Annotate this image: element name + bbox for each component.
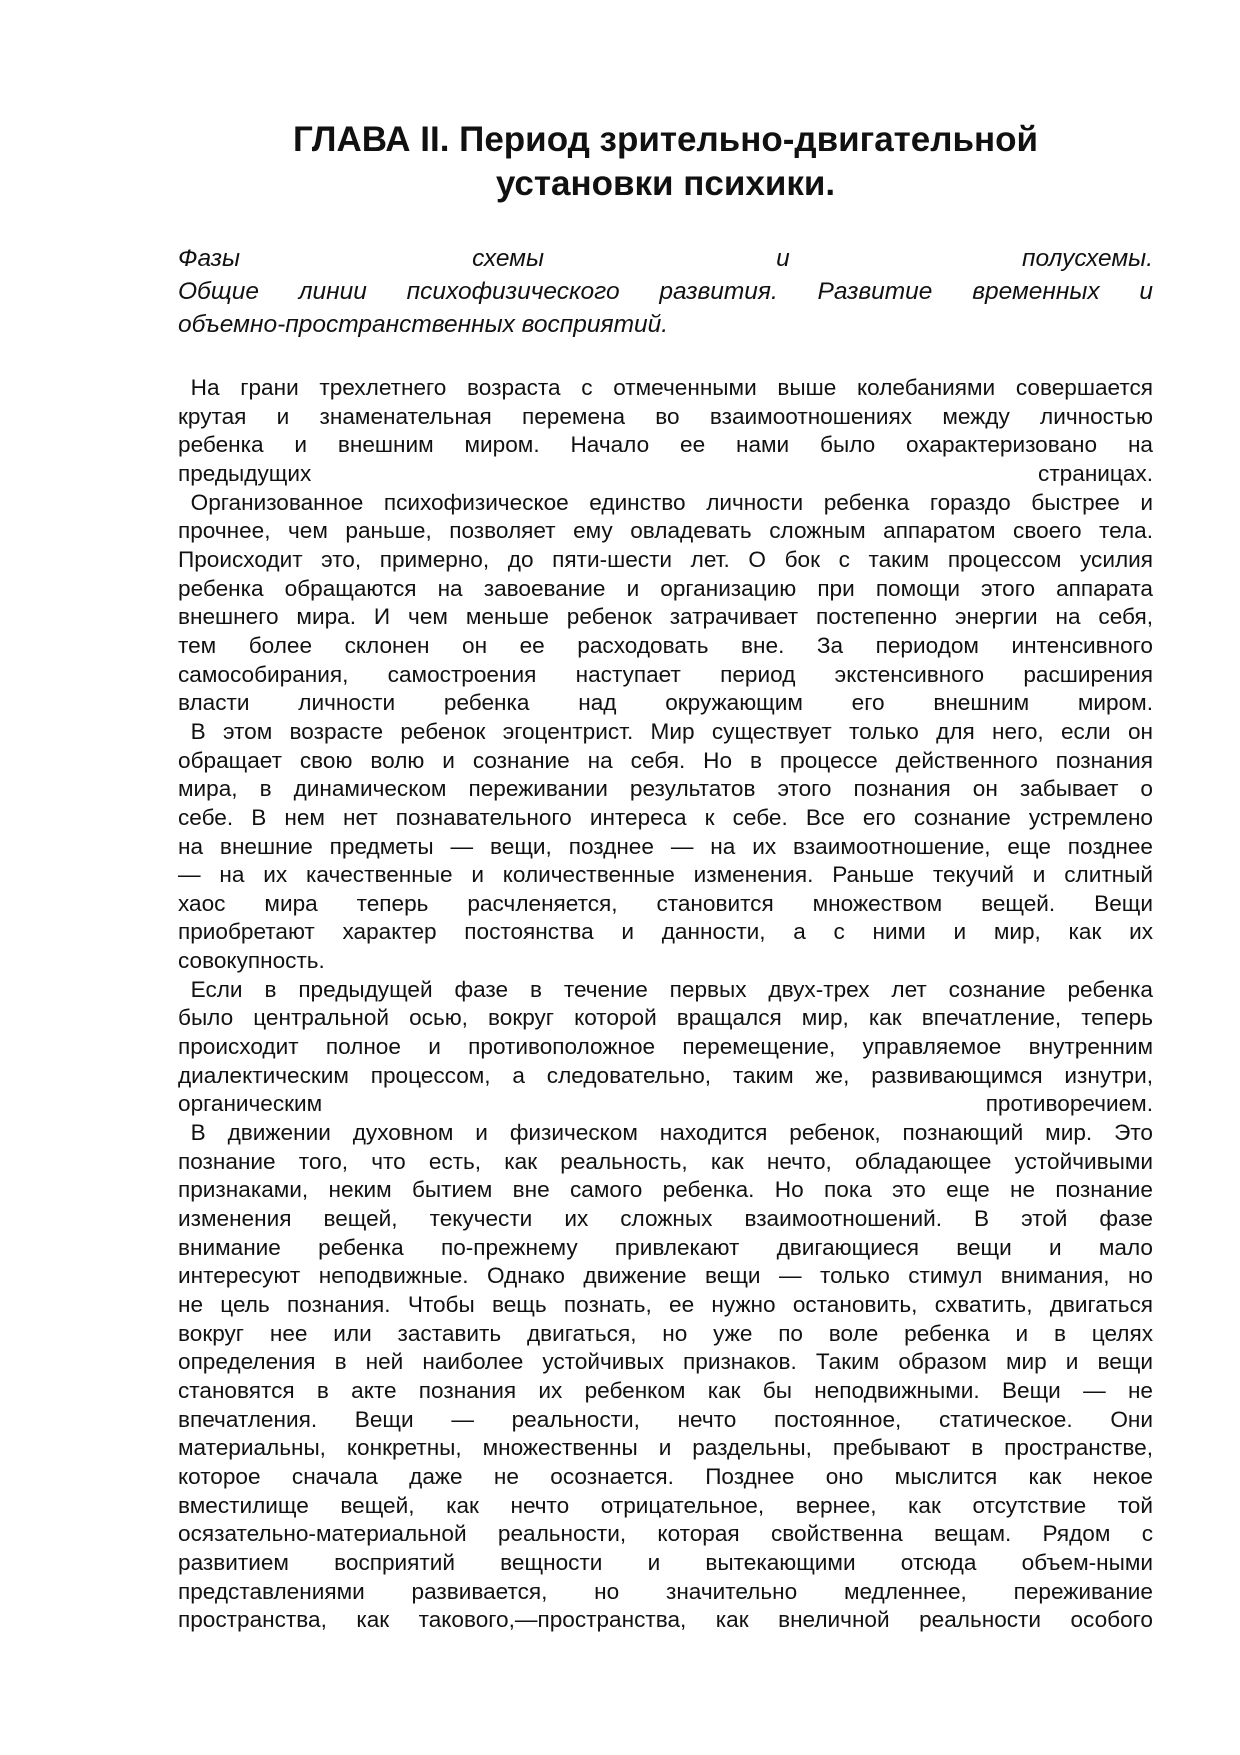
- body-line: прочнее, чем раньше, позволяет ему овладевать сложным аппаратом своего тела.: [178, 518, 1153, 544]
- body-line: было центральной осью, вокруг которой вращался мир, как впечатление, теперь: [178, 1005, 1153, 1031]
- body-line: происходит полное и противоположное перемещение, управляемое внутренним: [178, 1034, 1153, 1060]
- body-line: становятся в акте познания их ребенком как бы неподвижными. Вещи — не: [178, 1377, 1153, 1403]
- subtitle-line: Фазы схемы и полусхемы.: [178, 245, 1153, 272]
- body-line: обращает свою волю и сознание на себя. Но в процессе действенного познания: [178, 747, 1153, 773]
- body-line: Если в предыдущей фазе в течение первых двух-трех лет сознание ребенка: [190, 976, 1153, 1002]
- body-line: материальны, конкретны, множественны и раздельны, пребывают в пространстве,: [178, 1435, 1153, 1461]
- body-line: органическим противоречием.: [178, 1091, 1153, 1117]
- subtitle-line: Общие линии психофизического развития. Развитие временных и: [178, 278, 1153, 305]
- body-line: которое сначала даже не осознается. Позднее оно мыслится как некое: [178, 1463, 1153, 1489]
- body-line: себе. В нем нет познавательного интереса к себе. Все его сознание устремлено: [178, 804, 1153, 830]
- body-line: тем более склонен он ее расходовать вне. За периодом интенсивного: [178, 632, 1153, 658]
- chapter-title-line: ГЛАВА II. Период зрительно-двигательной: [292, 120, 1039, 159]
- body-line: изменения вещей, текучести их сложных взаимоотношений. В этой фазе: [178, 1206, 1153, 1232]
- body-line: мира, в динамическом переживании результатов этого познания он забывает о: [178, 776, 1153, 802]
- body-line: совокупность.: [178, 948, 325, 974]
- body-line: не цель познания. Чтобы вещь познать, ее нужно остановить, схватить, двигаться: [178, 1292, 1153, 1317]
- body-line: внимание ребенка по-прежнему привлекают двигающиеся вещи и мало: [178, 1234, 1153, 1260]
- body-line: вокруг нее или заставить двигаться, но уже по воле ребенка и в целях: [178, 1320, 1153, 1346]
- body-line: пространства, как такового,—пространства, как внеличной реальности особого: [178, 1607, 1153, 1633]
- chapter-title: [178, 118, 1153, 206]
- chapter-subtitle: [178, 242, 1153, 341]
- body-line: На грани трехлетнего возраста с отмеченными выше колебаниями совершается: [190, 375, 1153, 400]
- body-line: ребенка и внешним миром. Начало ее нами было охарактеризовано на: [178, 432, 1153, 458]
- body-line: познание того, что есть, как реальность, как нечто, обладающее устойчивыми: [178, 1148, 1153, 1174]
- body-line: на внешние предметы — вещи, позднее — на их взаимоотношение, еще позднее: [178, 833, 1153, 859]
- body-line: самособирания, самостроения наступает период экстенсивного расширения: [178, 661, 1153, 687]
- chapter-title-line: установки психики.: [495, 164, 836, 203]
- body-line: признаками, неким бытием вне самого ребенка. Но пока это еще не познание: [178, 1177, 1153, 1203]
- document-page: [178, 0, 1153, 1635]
- body-line: власти личности ребенка над окружающим его внешним миром.: [178, 690, 1153, 716]
- body-line: диалектическим процессом, а следовательно, таким же, развивающимся изнутри,: [178, 1062, 1153, 1088]
- body-line: впечатления. Вещи — реальности, нечто постоянное, статическое. Они: [178, 1406, 1153, 1432]
- body-text: [178, 374, 1153, 1635]
- body-line: предыдущих страницах.: [178, 460, 1153, 486]
- body-line: — на их качественные и количественные изменения. Раньше текучий и слитный: [178, 862, 1153, 888]
- body-line: развитием восприятий вещности и вытекающими отсюда объем-ными: [178, 1549, 1153, 1575]
- body-line: интересуют неподвижные. Однако движение вещи — только стимул внимания, но: [178, 1263, 1153, 1289]
- subtitle-line: объемно-пространственных восприятий.: [178, 311, 669, 338]
- body-line: Происходит это, примерно, до пяти-шести лет. О бок с таким процессом усилия: [178, 546, 1153, 572]
- body-line: приобретают характер постоянства и данности, а с ними и мир, как их: [178, 919, 1153, 945]
- body-line: вместилище вещей, как нечто отрицательное, вернее, как отсутствие той: [178, 1492, 1153, 1518]
- body-line: внешнего мира. И чем меньше ребенок затрачивает постепенно энергии на себя,: [178, 604, 1153, 630]
- body-line: определения в ней наиболее устойчивых признаков. Таким образом мир и вещи: [178, 1349, 1153, 1375]
- body-line: хаос мира теперь расчленяется, становится множеством вещей. Вещи: [178, 890, 1153, 916]
- body-line: крутая и знаменательная перемена во взаимоотношениях между личностью: [178, 403, 1153, 429]
- body-line: представлениями развивается, но значительно медленнее, переживание: [178, 1578, 1153, 1604]
- body-line: В движении духовном и физическом находится ребенок, познающий мир. Это: [190, 1120, 1153, 1146]
- body-line: Организованное психофизическое единство личности ребенка гораздо быстрее и: [190, 489, 1153, 515]
- body-line: В этом возрасте ребенок эгоцентрист. Мир существует только для него, если он: [190, 718, 1153, 744]
- body-line: ребенка обращаются на завоевание и организацию при помощи этого аппарата: [178, 575, 1153, 601]
- body-line: осязательно-материальной реальности, которая свойственна вещам. Рядом с: [178, 1521, 1153, 1547]
